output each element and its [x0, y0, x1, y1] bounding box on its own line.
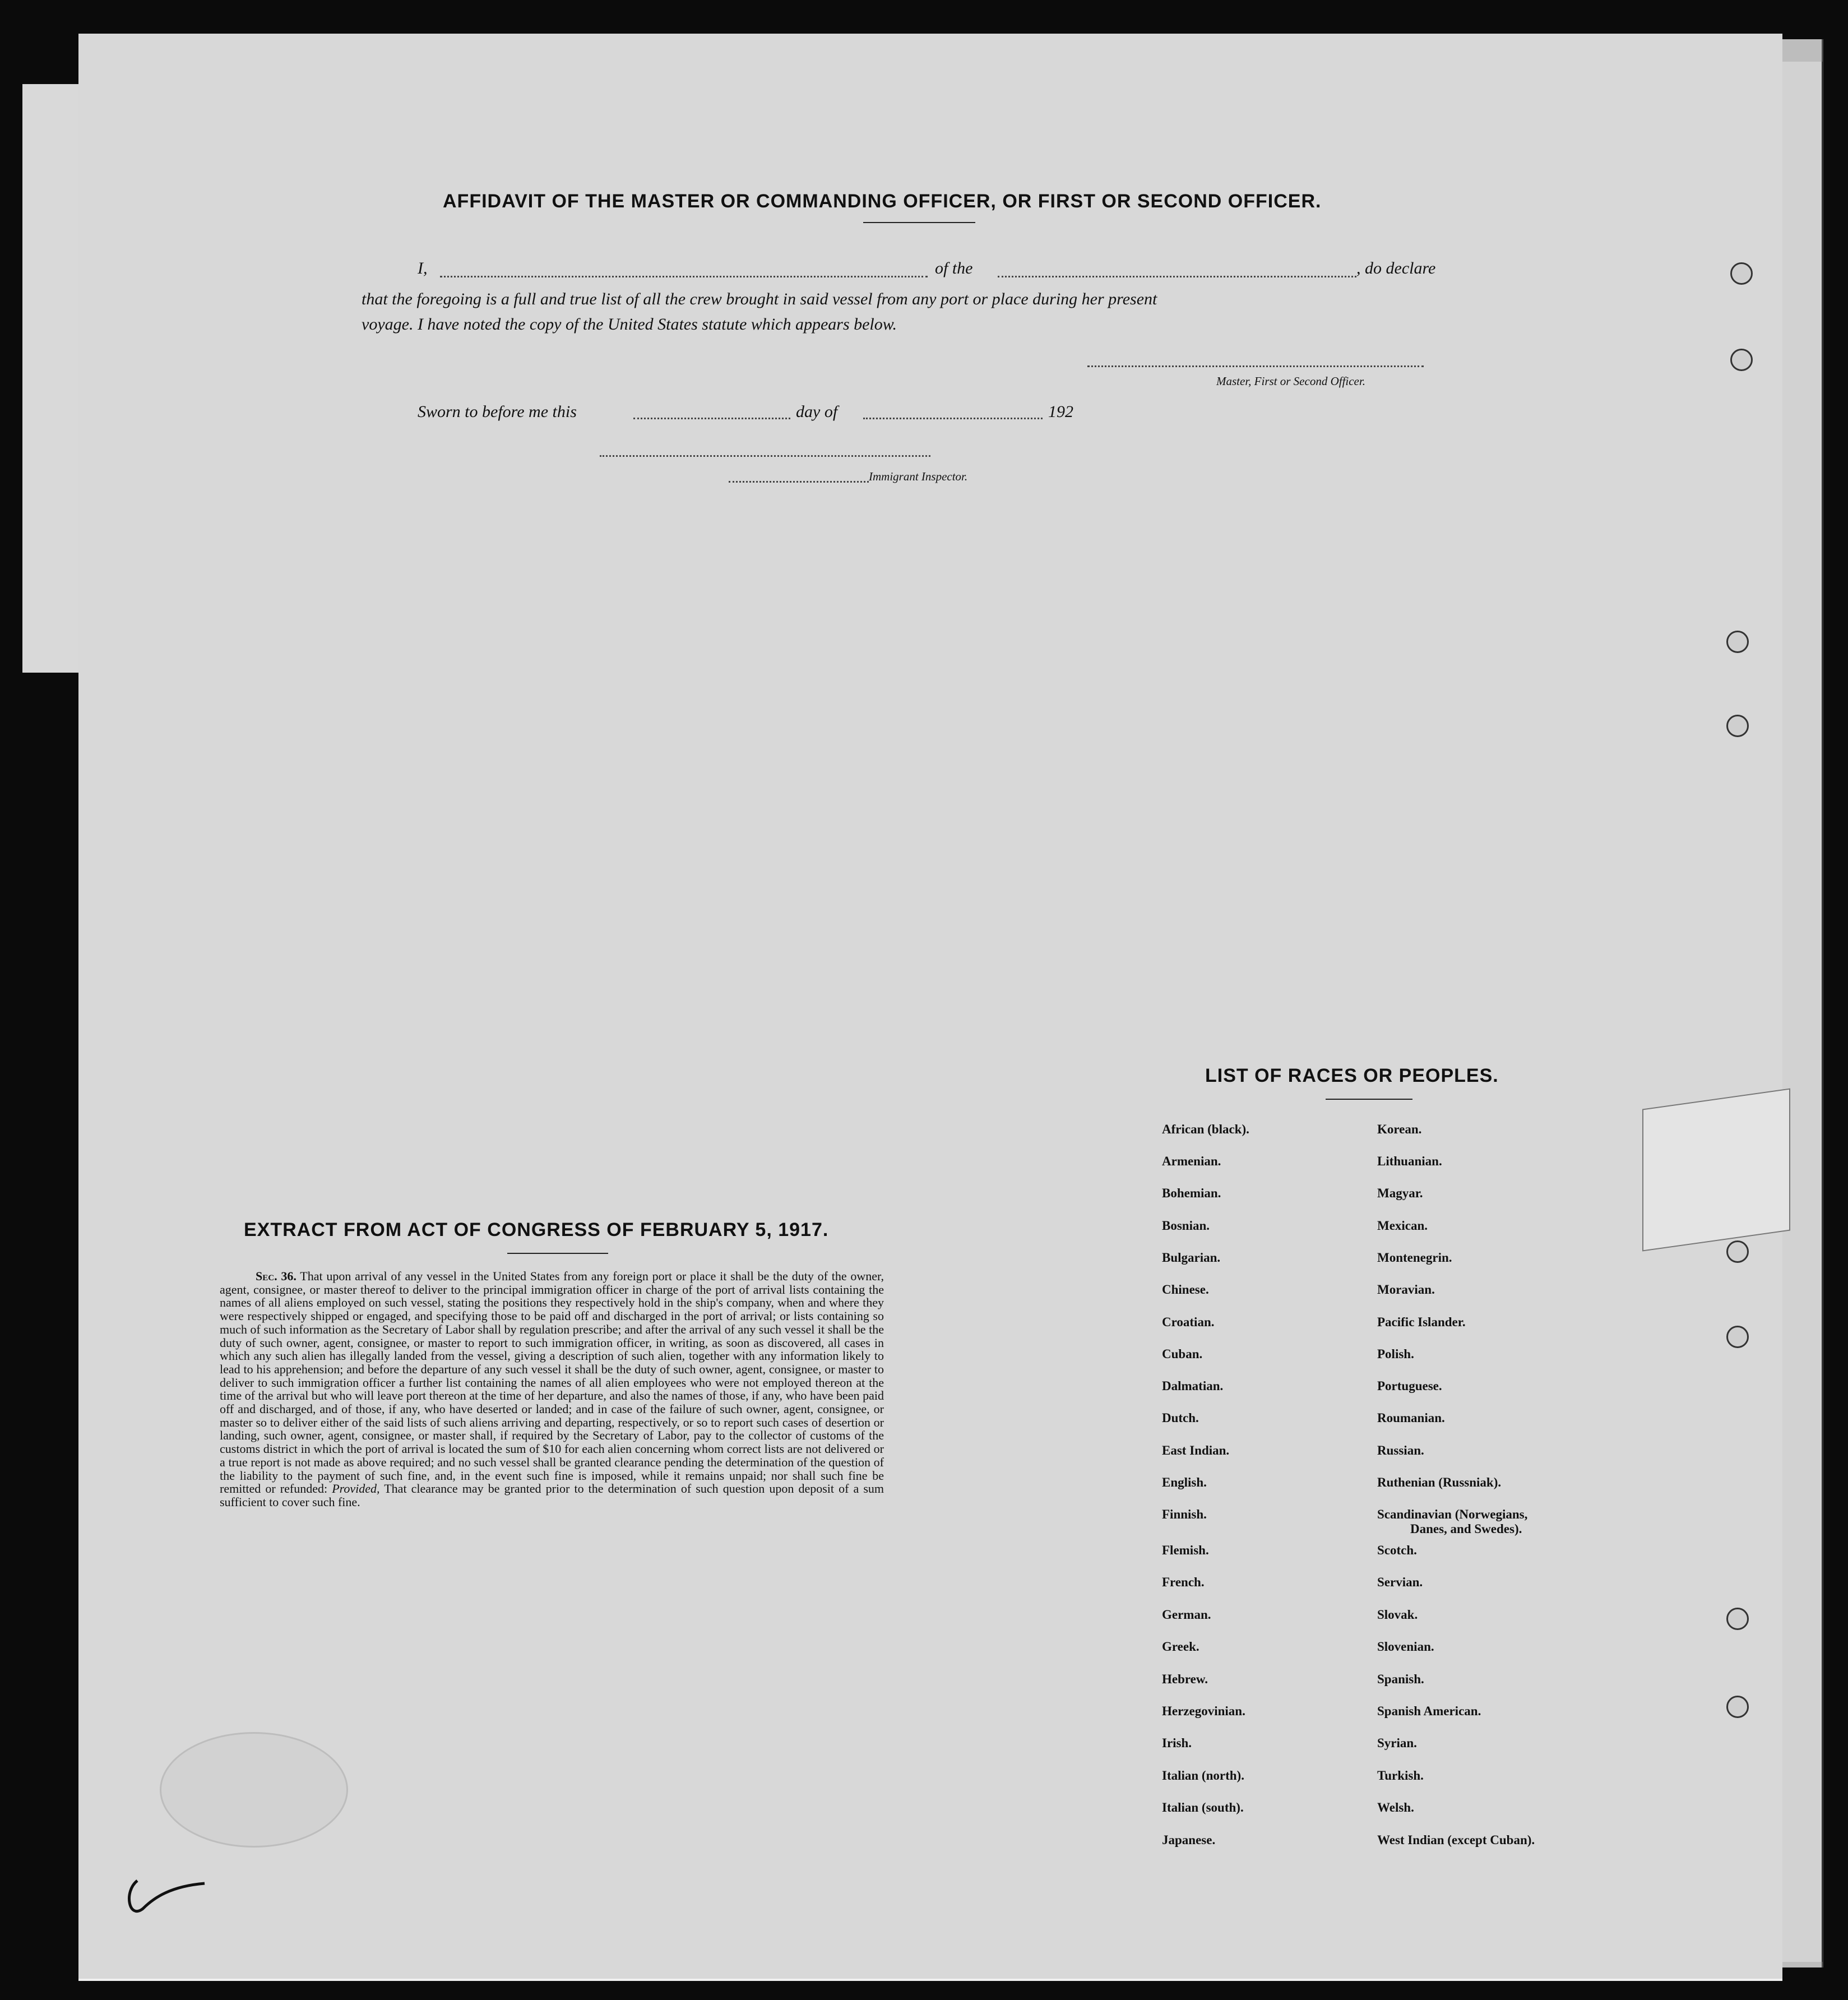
- punch-hole: [1726, 631, 1749, 653]
- races-title: LIST OF RACES OR PEOPLES.: [1205, 1065, 1499, 1086]
- punch-hole: [1730, 262, 1753, 285]
- race-item: Spanish American.: [1377, 1704, 1481, 1718]
- race-item: Scandinavian (Norwegians,: [1377, 1507, 1528, 1521]
- officer-signature-field[interactable]: [1087, 365, 1424, 367]
- race-item: West Indian (except Cuban).: [1377, 1833, 1535, 1847]
- race-item: Magyar.: [1377, 1186, 1423, 1200]
- race-item: Croatian.: [1162, 1315, 1215, 1329]
- inspector-signature-field[interactable]: [600, 455, 930, 457]
- race-item: Italian (north).: [1162, 1768, 1244, 1783]
- race-item: Syrian.: [1377, 1736, 1417, 1750]
- race-item: Russian.: [1377, 1443, 1424, 1457]
- race-item: Hebrew.: [1162, 1672, 1208, 1686]
- race-item: Mexican.: [1377, 1219, 1428, 1233]
- race-item: Portuguese.: [1377, 1379, 1442, 1393]
- race-item: Danes, and Swedes).: [1410, 1522, 1522, 1536]
- punch-hole: [1726, 1240, 1749, 1263]
- race-item: Japanese.: [1162, 1833, 1216, 1847]
- race-item: Finnish.: [1162, 1507, 1207, 1521]
- race-item: Bosnian.: [1162, 1219, 1210, 1233]
- sworn-day-field[interactable]: [633, 418, 790, 419]
- races-title-rule: [1326, 1099, 1412, 1100]
- folded-paper-tab: [1642, 1088, 1790, 1251]
- punch-hole: [1726, 1326, 1749, 1348]
- vessel-name-field[interactable]: [998, 276, 1356, 277]
- race-item: Chinese.: [1162, 1283, 1209, 1297]
- race-item: Korean.: [1377, 1122, 1422, 1136]
- race-item: Welsh.: [1377, 1800, 1414, 1814]
- race-item: Slovenian.: [1377, 1640, 1434, 1654]
- race-item: Turkish.: [1377, 1768, 1424, 1783]
- race-item: Armenian.: [1162, 1154, 1221, 1168]
- race-item: Cuban.: [1162, 1347, 1203, 1361]
- punch-hole: [1730, 349, 1753, 371]
- left-page-strip: [22, 84, 84, 673]
- affidavit-title: AFFIDAVIT OF THE MASTER OR COMMANDING OFFICER, OR FIRST OR SECOND OFFICER.: [443, 191, 1322, 212]
- signature-label: Master, First or Second Officer.: [1216, 374, 1365, 388]
- race-item: Roumanian.: [1377, 1411, 1445, 1425]
- race-item: Polish.: [1377, 1347, 1414, 1361]
- race-item: Moravian.: [1377, 1283, 1435, 1297]
- race-item: Scotch.: [1377, 1543, 1417, 1557]
- affidavit-of-the: of the: [935, 259, 973, 277]
- race-item: Lithuanian.: [1377, 1154, 1442, 1168]
- race-item: Italian (south).: [1162, 1800, 1244, 1814]
- extract-provided: Provided,: [332, 1482, 380, 1496]
- race-item: Dalmatian.: [1162, 1379, 1224, 1393]
- handwritten-mark: [121, 1869, 210, 1931]
- race-item: Flemish.: [1162, 1543, 1209, 1557]
- sworn-prefix: Sworn to before me this: [418, 402, 577, 421]
- manifest-page: [78, 34, 1782, 1981]
- race-item: Irish.: [1162, 1736, 1192, 1750]
- race-item: Greek.: [1162, 1640, 1199, 1654]
- faded-stamp: [160, 1732, 348, 1848]
- race-item: Herzegovinian.: [1162, 1704, 1245, 1718]
- affidavit-title-rule: [863, 222, 975, 223]
- punch-hole: [1726, 715, 1749, 737]
- extract-body: [220, 1270, 884, 1509]
- race-item: Spanish.: [1377, 1672, 1424, 1686]
- inspector-name-field[interactable]: [729, 481, 869, 483]
- sworn-year: 192: [1048, 402, 1073, 421]
- extract-title: EXTRACT FROM ACT OF CONGRESS OF FEBRUARY 5, 1917.: [244, 1219, 829, 1240]
- race-item: Slovak.: [1377, 1608, 1418, 1622]
- race-item: Servian.: [1377, 1575, 1423, 1589]
- affidavit-line-3: voyage. I have noted the copy of the United States statute which appears below.: [362, 315, 897, 334]
- race-item: Pacific Islander.: [1377, 1315, 1466, 1329]
- master-name-field[interactable]: [440, 276, 928, 277]
- extract-text: That upon arrival of any vessel in the United States from any foreign port or place it shall be the duty of the owner, agent, consignee, or master thereof to deliver to the principal immigration officer in charge of the port of arrival lists containing the names of all aliens employed on such vessel, stating the positions they respectively hold in the ship's company, when and where they were respectively shipped or engaged, and specifying those to be paid off and discharged in the port of arrival; or lists containing so much of such information as the Secretary of Labor shall by regulation prescribe; and after the arrival of any such vessel it shall be the duty of such owner, agent, consignee, or master to report to such immigration officer, in writing, as soon as discovered, all cases in which any such alien has illegally landed from the vessel, giving a description of such alien, together with any information likely to lead to his apprehension; and before the departure of any such vessel it shall be the duty of such owner, agent, consignee, or master to deliver to such immigration officer a further list containing the names of all alien employees who were not employed thereon at the time of the arrival but who will leave port thereon at the time of her departure, and also the names of those, if any, who have been paid off and discharged, and of those, if any, who have deserted or landed; and in case of the failure of such owner, agent, consignee, or master so to deliver either of the said lists of such aliens arriving and departing, respectively, or so to report such cases of desertion or landing, such owner, agent, consignee, or master shall, if required by the Secretary of Labor, pay to the collector of customs of the customs district in which the port of arrival is located the sum of $10 for each alien concerning whom correct lists are not delivered or a true report is not made as above required; and no such vessel shall be granted clearance pending the determination of the question of the liability to the payment of such fine, and, in the event such fine is imposed, while it remains unpaid; nor shall such fine be remitted or refunded:: [220, 1269, 884, 1496]
- punch-hole: [1726, 1608, 1749, 1630]
- punch-hole: [1726, 1696, 1749, 1718]
- extract-section: Sec. 36.: [256, 1269, 297, 1283]
- race-item: Dutch.: [1162, 1411, 1199, 1425]
- race-item: East Indian.: [1162, 1443, 1230, 1457]
- race-item: English.: [1162, 1475, 1207, 1489]
- race-item: Bohemian.: [1162, 1186, 1221, 1200]
- sworn-day-of: day of: [796, 402, 838, 421]
- race-item: French.: [1162, 1575, 1205, 1589]
- race-item: African (black).: [1162, 1122, 1249, 1136]
- race-item: Ruthenian (Russniak).: [1377, 1475, 1502, 1489]
- race-item: German.: [1162, 1608, 1211, 1622]
- affidavit-line-2: that the foregoing is a full and true list of all the crew brought in said vessel from any port or place during her present: [362, 290, 1157, 308]
- race-item: Montenegrin.: [1377, 1251, 1452, 1265]
- affidavit-declare: , do declare: [1356, 259, 1436, 277]
- race-item: Bulgarian.: [1162, 1251, 1221, 1265]
- inspector-label: Immigrant Inspector.: [869, 470, 968, 483]
- affidavit-i: I,: [418, 259, 428, 277]
- sworn-month-field[interactable]: [863, 418, 1043, 419]
- extract-title-rule: [507, 1253, 608, 1254]
- extract-text-end: That clearance may be granted prior to the determination of such question upon deposit of a sum sufficient to cover such fine.: [220, 1482, 884, 1509]
